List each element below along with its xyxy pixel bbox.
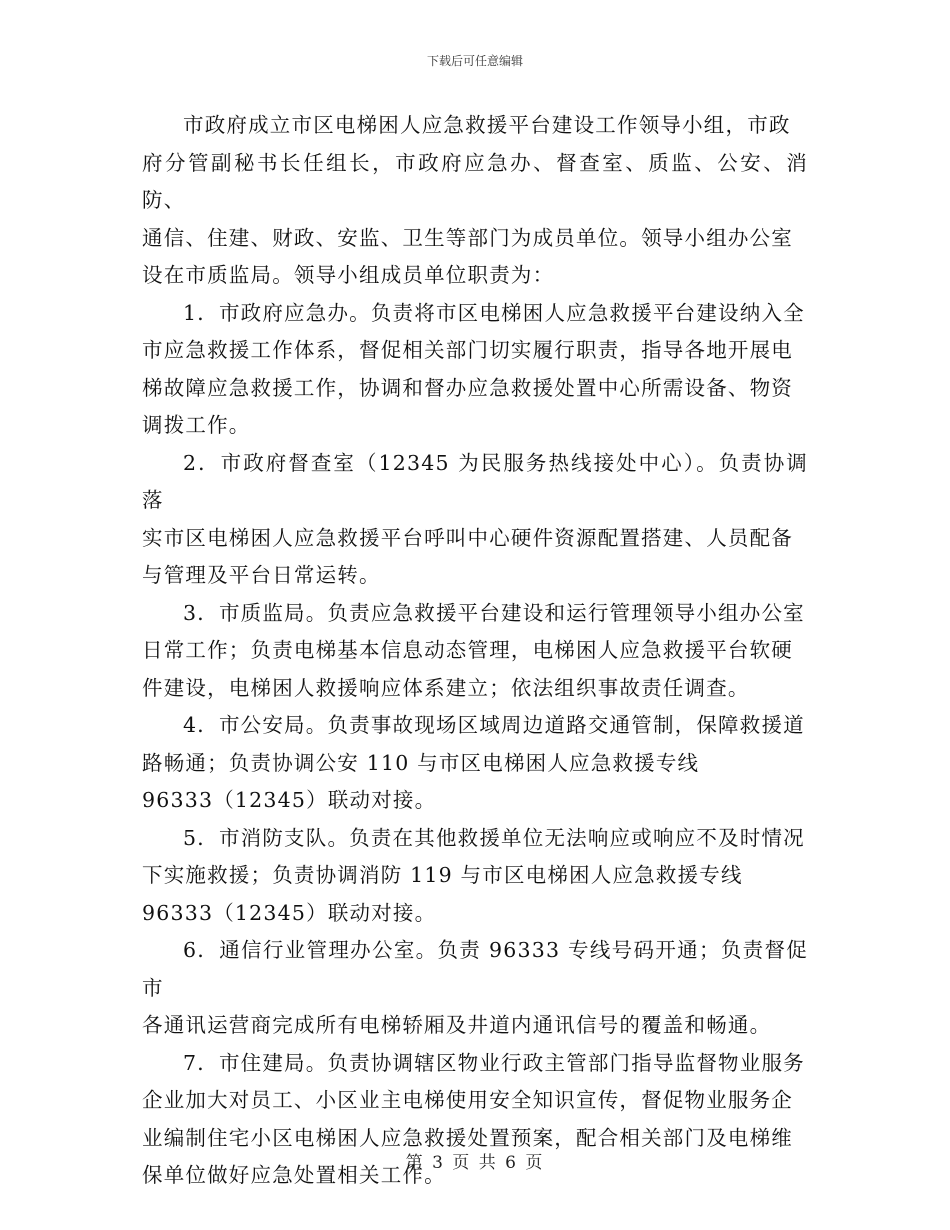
text-line: 5．市消防支队。负责在其他救援单位无法响应或响应不及时情况 xyxy=(183,825,805,850)
text-line: 各通讯运营商完成所有电梯轿厢及井道内通讯信号的覆盖和畅通。 xyxy=(142,1013,772,1037)
text-line: 4．市公安局。负责事故现场区域周边道路交通管制，保障救援道 xyxy=(183,713,805,737)
text-line: 路畅通；负责协调公安 110 与市区电梯困人应急救援专线 xyxy=(142,750,700,775)
text-line: 通信、住建、财政、安监、卫生等部门为成员单位。领导小组办公室 xyxy=(142,225,793,250)
text-line: 保单位做好应急处置相关工作。 xyxy=(142,1163,446,1187)
document-body xyxy=(142,107,808,1195)
text-line: 96333（12345）联动对接。 xyxy=(142,788,437,812)
text-line: 实市区电梯困人应急救援平台呼叫中心硬件资源配置搭建、人员配备 xyxy=(142,525,793,550)
text-line: 市应急救援工作体系，督促相关部门切实履行职责，指导各地开展电 xyxy=(142,338,793,362)
text-line: 企业加大对员工、小区业主电梯使用安全知识宣传，督促物业服务企 xyxy=(142,1088,793,1112)
text-line: 7．市住建局。负责协调辖区物业行政主管部门指导监督物业服务 xyxy=(183,1050,805,1075)
text-line: 2．市政府督查室（12345 为民服务热线接处中心）。负责协调落 xyxy=(142,450,808,512)
paragraph-intro xyxy=(142,107,808,295)
text-line: 3．市质监局。负责应急救援平台建设和运行管理领导小组办公室 xyxy=(183,600,805,625)
paragraph-item-5 xyxy=(142,820,808,933)
paragraph-item-2 xyxy=(142,445,808,595)
text-line: 业编制住宅小区电梯困人应急救援处置预案，配合相关部门及电梯维 xyxy=(142,1125,793,1150)
text-line: 下实施救援；负责协调消防 119 与市区电梯困人应急救援专线 xyxy=(142,863,743,887)
paragraph-item-4 xyxy=(142,707,808,820)
text-line: 梯故障应急救援工作，协调和督办应急救援处置中心所需设备、物资 xyxy=(142,375,793,400)
paragraph-item-3 xyxy=(142,595,808,708)
text-line: 1．市政府应急办。负责将市区电梯困人应急救援平台建设纳入全 xyxy=(183,300,805,325)
text-line: 6．通信行业管理办公室。负责 96333 专线号码开通；负责督促市 xyxy=(142,938,808,1000)
text-line: 市政府成立市区电梯困人应急救援平台建设工作领导小组，市政 xyxy=(183,113,791,137)
text-line: 与管理及平台日常运转。 xyxy=(142,563,381,587)
text-line: 96333（12345）联动对接。 xyxy=(142,900,437,925)
text-line: 日常工作；负责电梯基本信息动态管理，电梯困人应急救援平台软硬 xyxy=(142,638,793,662)
page-number: 第 3 页 共 6 页 xyxy=(405,1153,545,1173)
text-line: 设在市质监局。领导小组成员单位职责为： xyxy=(142,263,555,287)
text-line: 调拨工作。 xyxy=(142,413,251,437)
page-header: 下载后可任意编辑 xyxy=(426,54,523,68)
text-line: 府分管副秘书长任组长，市政府应急办、督查室、质监、公安、消防、 xyxy=(142,150,808,212)
text-line: 件建设，电梯困人救援响应体系建立；依法组织事故责任调查。 xyxy=(142,675,750,700)
paragraph-item-6 xyxy=(142,932,808,1045)
paragraph-item-1 xyxy=(142,295,808,445)
